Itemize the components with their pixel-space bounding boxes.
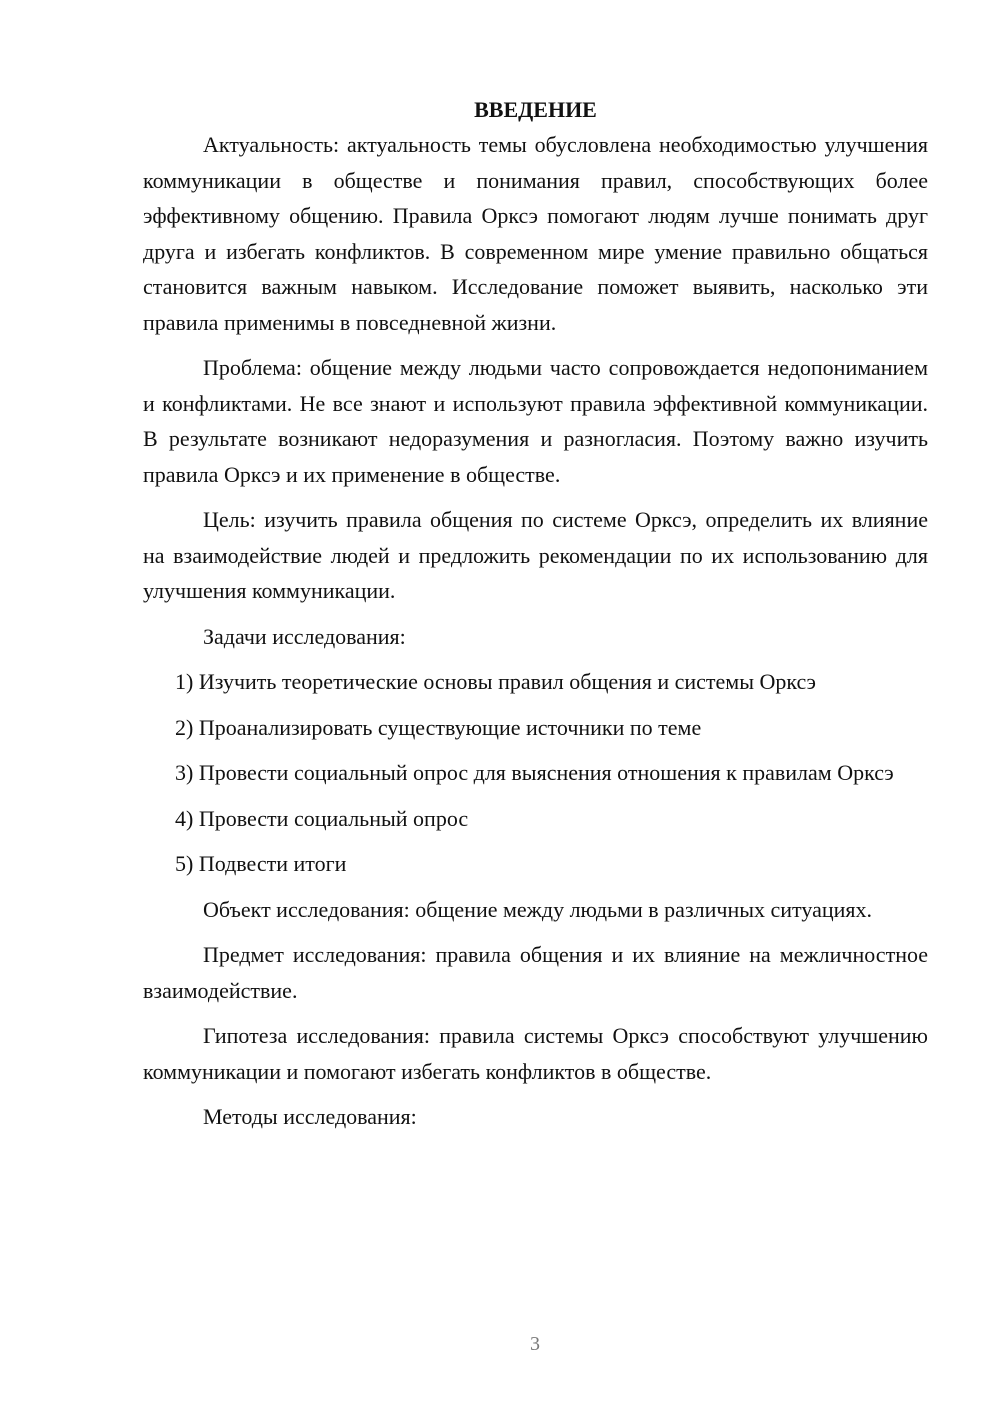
goal-paragraph: Цель: изучить правила общения по системе Орксэ, определить их влияние на взаимодействие людей и предложить рекомендации по их использованию для улучшения коммуникации. [143, 507, 928, 603]
task-item: 5) Подвести итоги [175, 851, 347, 876]
page-title: ВВЕДЕНИЕ [474, 97, 597, 122]
page-content [143, 92, 928, 1145]
object-paragraph: Объект исследования: общение между людьми в различных ситуациях. [203, 896, 873, 922]
subject-paragraph: Предмет исследования: правила общения и их влияние на межличностное взаимодействие. [143, 942, 928, 1003]
problem-paragraph: Проблема: общение между людьми часто сопровождается недопониманием и конфликтами. Не все знают и используют правила эффективной коммуникации. В результате возникают недоразумения и разногласия. Поэтому важно изучить правила Орксэ и их применение в обществе. [143, 355, 928, 487]
task-item: 1) Изучить теоретические основы правил общения и системы Орксэ [175, 669, 816, 694]
page-number: 3 [530, 1333, 540, 1355]
methods-heading: Методы исследования: [203, 1104, 417, 1129]
task-item: 4) Провести социальный опрос [175, 805, 469, 831]
hypothesis-paragraph: Гипотеза исследования: правила системы Орксэ способствуют улучшению коммуникации и помогают избегать конфликтов в обществе. [143, 1023, 928, 1084]
tasks-list [143, 664, 928, 882]
task-item: 2) Проанализировать существующие источники по теме [175, 714, 702, 740]
tasks-heading: Задачи исследования: [203, 623, 406, 649]
relevance-paragraph: Актуальность: актуальность темы обусловлена необходимостью улучшения коммуникации в обществе и понимания правил, способствующих более эффективному общению. Правила Орксэ помогают людям лучше понимать друг друга и избегать конфликтов. В современном мире умение правильно общаться становится важным навыком. Исследование поможет выявить, насколько эти правила применимы в повседневной жизни. [143, 132, 928, 335]
task-item: 3) Провести социальный опрос для выяснения отношения к правилам Орксэ [175, 760, 894, 785]
